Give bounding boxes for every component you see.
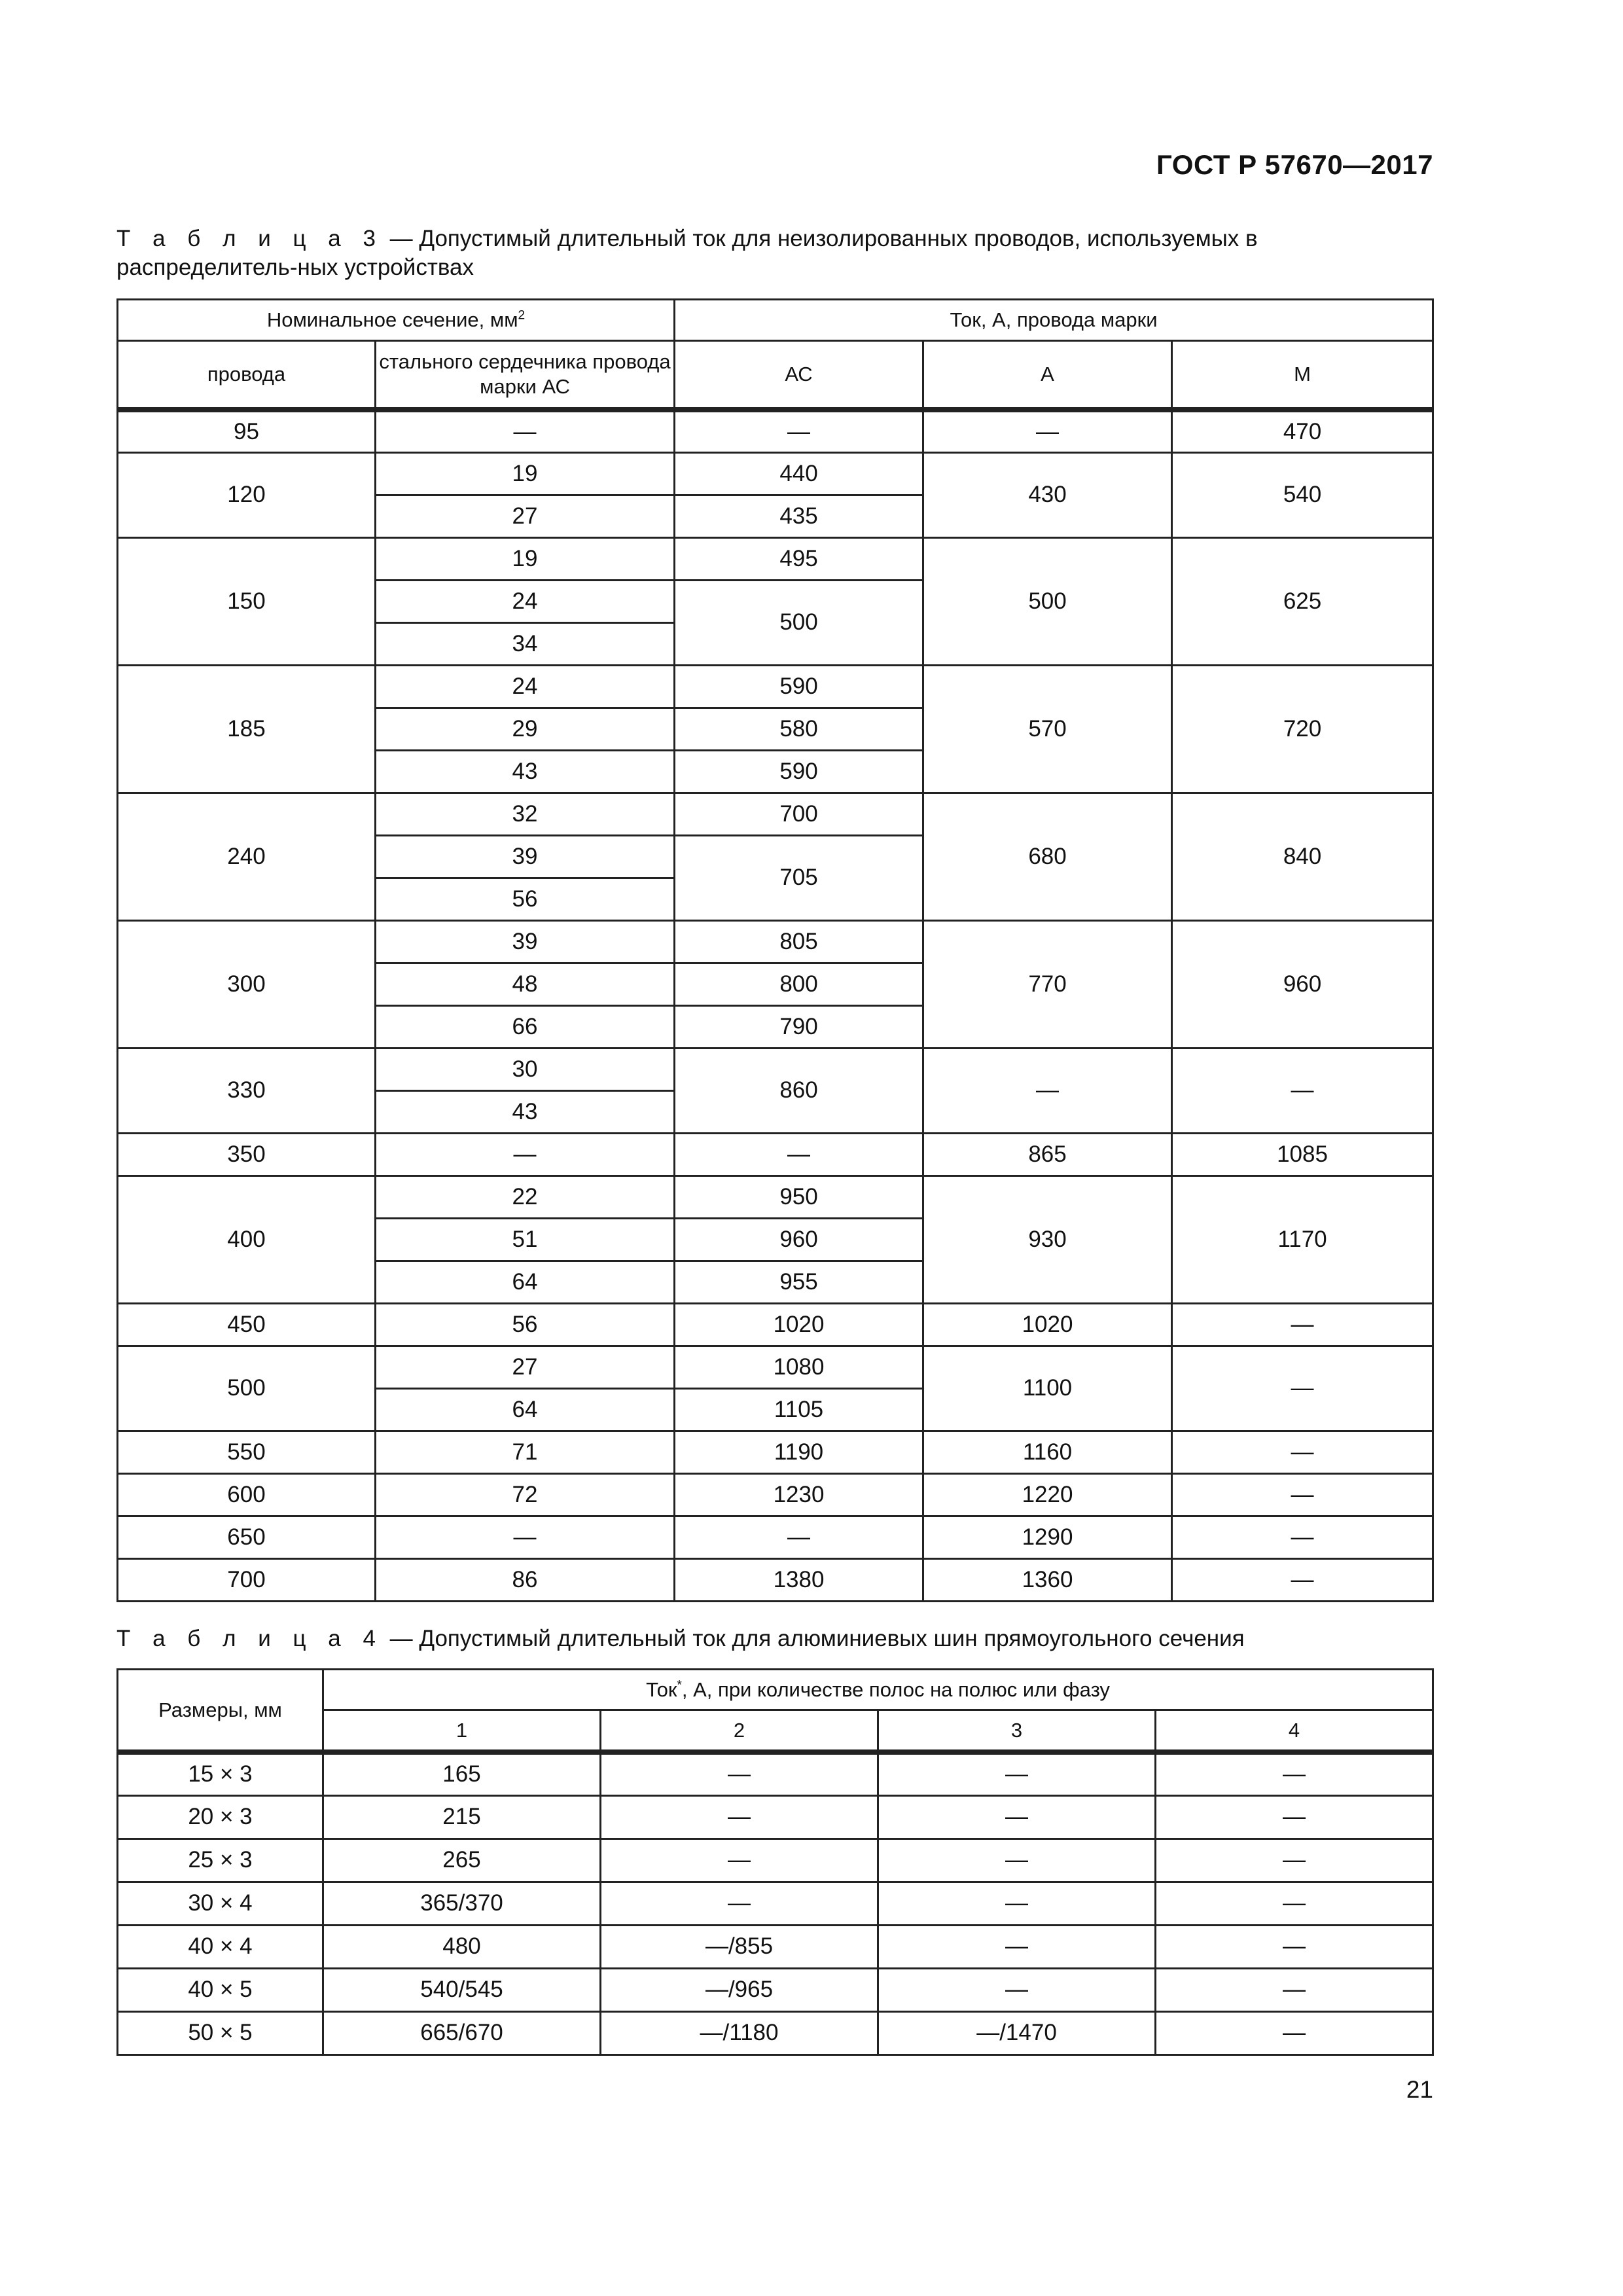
cell-strips-4: — (1156, 1925, 1433, 1968)
table-3-title: — Допустимый длительный ток для неизолированных проводов, используемых в распределитель-ных устройствах (116, 226, 1258, 280)
header-strips-4: 4 (1156, 1710, 1433, 1753)
cell-m: 1085 (1172, 1133, 1433, 1175)
cell-wire: 240 (118, 793, 376, 920)
cell-ac: 1105 (675, 1388, 923, 1431)
cell-core: 64 (376, 1388, 675, 1431)
page-number: 21 (1406, 2076, 1433, 2103)
cell-core: 27 (376, 495, 675, 537)
cell-core: — (376, 410, 675, 452)
cell-ac: 1230 (675, 1473, 923, 1516)
cell-core: 22 (376, 1175, 675, 1218)
cell-strips-1: 540/545 (323, 1968, 601, 2011)
cell-core: 39 (376, 835, 675, 878)
cell-strips-2: — (601, 1752, 878, 1795)
cell-m: — (1172, 1303, 1433, 1346)
cell-ac: 440 (675, 452, 923, 495)
cell-a: 930 (923, 1175, 1172, 1303)
header-strips-2: 2 (601, 1710, 878, 1753)
cell-ac: 500 (675, 580, 923, 665)
cell-a: 1020 (923, 1303, 1172, 1346)
cell-wire: 450 (118, 1303, 376, 1346)
cell-ac: 705 (675, 835, 923, 920)
table-row (118, 1925, 1433, 1968)
cell-ac: 950 (675, 1175, 923, 1218)
cell-strips-3: — (878, 1839, 1156, 1882)
cell-strips-2: — (601, 1839, 878, 1882)
cell-ac: 1080 (675, 1346, 923, 1388)
cell-core: 32 (376, 793, 675, 835)
cell-size: 30 × 4 (118, 1882, 323, 1925)
header-current: Ток, А, провода марки (675, 300, 1433, 341)
header-mark-ac: АС (675, 341, 923, 410)
cell-a: 865 (923, 1133, 1172, 1175)
cell-strips-2: —/965 (601, 1968, 878, 2011)
cell-core: 56 (376, 1303, 675, 1346)
cell-m: 840 (1172, 793, 1433, 920)
table-row (118, 1558, 1433, 1601)
cell-core: — (376, 1133, 675, 1175)
cell-m: — (1172, 1346, 1433, 1431)
cell-a: 1160 (923, 1431, 1172, 1473)
cell-ac: 800 (675, 963, 923, 1005)
cell-strips-2: —/1180 (601, 2011, 878, 2054)
table-row (118, 1175, 1433, 1218)
table-row (118, 1346, 1433, 1388)
cell-a: 770 (923, 920, 1172, 1048)
cell-ac: 860 (675, 1048, 923, 1133)
table-row (118, 1431, 1433, 1473)
table-3-label: Т а б л и ц а 3 (116, 226, 383, 251)
table-4-title: — Допустимый длительный ток для алюминиевых шин прямоугольного сечения (383, 1626, 1245, 1651)
cell-wire: 400 (118, 1175, 376, 1303)
cell-ac: 1190 (675, 1431, 923, 1473)
document-code: ГОСТ Р 57670—2017 (1156, 149, 1433, 180)
table-row (118, 793, 1433, 835)
table-row (118, 452, 1433, 495)
cell-core: 34 (376, 622, 675, 665)
table-3 (116, 298, 1434, 1602)
cell-strips-4: — (1156, 1882, 1433, 1925)
cell-m: 1170 (1172, 1175, 1433, 1303)
cell-size: 25 × 3 (118, 1839, 323, 1882)
cell-size: 50 × 5 (118, 2011, 323, 2054)
table-4-label: Т а б л и ц а 4 (116, 1626, 383, 1651)
cell-m: — (1172, 1473, 1433, 1516)
cell-m: — (1172, 1558, 1433, 1601)
cell-core: 71 (376, 1431, 675, 1473)
cell-ac: 435 (675, 495, 923, 537)
cell-strips-3: — (878, 1795, 1156, 1839)
cell-core: 19 (376, 537, 675, 580)
cell-strips-3: — (878, 1968, 1156, 2011)
cell-ac: 960 (675, 1218, 923, 1261)
table-row (118, 2011, 1433, 2054)
table-4 (116, 1668, 1434, 2056)
cell-a: — (923, 410, 1172, 452)
cell-core: 24 (376, 580, 675, 622)
cell-a: — (923, 1048, 1172, 1133)
cell-core: 51 (376, 1218, 675, 1261)
cell-ac: 580 (675, 708, 923, 750)
table-row (118, 1048, 1433, 1090)
cell-strips-1: 480 (323, 1925, 601, 1968)
cell-m: 625 (1172, 537, 1433, 665)
cell-ac: 1020 (675, 1303, 923, 1346)
table-row (118, 1473, 1433, 1516)
cell-wire: 700 (118, 1558, 376, 1601)
cell-size: 20 × 3 (118, 1795, 323, 1839)
cell-size: 40 × 5 (118, 1968, 323, 2011)
header-steel-core: стального сердечника провода марки АС (376, 341, 675, 410)
cell-ac: 590 (675, 750, 923, 793)
cell-strips-3: — (878, 1882, 1156, 1925)
cell-strips-1: 165 (323, 1752, 601, 1795)
cell-a: 1360 (923, 1558, 1172, 1601)
cell-size: 15 × 3 (118, 1752, 323, 1795)
table-row (118, 1303, 1433, 1346)
cell-core: 43 (376, 1090, 675, 1133)
cell-strips-1: 215 (323, 1795, 601, 1839)
cell-core: 39 (376, 920, 675, 963)
cell-core: 64 (376, 1261, 675, 1303)
cell-core: 43 (376, 750, 675, 793)
table-3-caption (116, 224, 1432, 282)
cell-strips-4: — (1156, 1795, 1433, 1839)
cell-m: 470 (1172, 410, 1433, 452)
cell-core: 72 (376, 1473, 675, 1516)
cell-m: 960 (1172, 920, 1433, 1048)
cell-wire: 550 (118, 1431, 376, 1473)
cell-m: — (1172, 1048, 1433, 1133)
cell-ac: 700 (675, 793, 923, 835)
cell-strips-4: — (1156, 1839, 1433, 1882)
cell-a: 1290 (923, 1516, 1172, 1558)
table-row (118, 1516, 1433, 1558)
cell-core: 27 (376, 1346, 675, 1388)
cell-wire: 95 (118, 410, 376, 452)
cell-core: 56 (376, 878, 675, 920)
cell-core: 29 (376, 708, 675, 750)
cell-core: 86 (376, 1558, 675, 1601)
table-4-caption (116, 1624, 1432, 1653)
cell-wire: 350 (118, 1133, 376, 1175)
cell-strips-1: 365/370 (323, 1882, 601, 1925)
table-row (118, 1752, 1433, 1795)
cell-strips-2: —/855 (601, 1925, 878, 1968)
table-row (118, 1882, 1433, 1925)
cell-ac: 955 (675, 1261, 923, 1303)
cell-wire: 185 (118, 665, 376, 793)
cell-strips-4: — (1156, 1752, 1433, 1795)
header-sizes: Размеры, мм (118, 1670, 323, 1753)
table-row (118, 537, 1433, 580)
table-row (118, 1839, 1433, 1882)
cell-ac: 805 (675, 920, 923, 963)
cell-wire: 600 (118, 1473, 376, 1516)
cell-strips-1: 665/670 (323, 2011, 601, 2054)
cell-m: — (1172, 1431, 1433, 1473)
cell-a: 570 (923, 665, 1172, 793)
cell-core: 30 (376, 1048, 675, 1090)
cell-ac: 1380 (675, 1558, 923, 1601)
header-current: Ток*, А, при количестве полос на полюс или фазу (323, 1670, 1433, 1710)
cell-wire: 150 (118, 537, 376, 665)
cell-ac: — (675, 1133, 923, 1175)
cell-core: 66 (376, 1005, 675, 1048)
cell-m: — (1172, 1516, 1433, 1558)
header-wire: провода (118, 341, 376, 410)
header-strips-3: 3 (878, 1710, 1156, 1753)
header-mark-m: М (1172, 341, 1433, 410)
cell-a: 430 (923, 452, 1172, 537)
cell-strips-4: — (1156, 2011, 1433, 2054)
cell-strips-3: —/1470 (878, 2011, 1156, 2054)
table-row (118, 1795, 1433, 1839)
cell-strips-1: 265 (323, 1839, 601, 1882)
cell-ac: 495 (675, 537, 923, 580)
cell-core: 48 (376, 963, 675, 1005)
table-row (118, 410, 1433, 452)
cell-strips-4: — (1156, 1968, 1433, 2011)
cell-a: 680 (923, 793, 1172, 920)
cell-a: 500 (923, 537, 1172, 665)
cell-ac: — (675, 410, 923, 452)
cell-wire: 300 (118, 920, 376, 1048)
cell-strips-2: — (601, 1795, 878, 1839)
cell-core: 19 (376, 452, 675, 495)
cell-m: 540 (1172, 452, 1433, 537)
header-strips-1: 1 (323, 1710, 601, 1753)
cell-a: 1220 (923, 1473, 1172, 1516)
table-row (118, 665, 1433, 708)
cell-wire: 330 (118, 1048, 376, 1133)
cell-m: 720 (1172, 665, 1433, 793)
cell-wire: 120 (118, 452, 376, 537)
cell-ac: — (675, 1516, 923, 1558)
cell-core: 24 (376, 665, 675, 708)
header-nominal-section: Номинальное сечение, $мм^2$ (118, 300, 675, 341)
table-row (118, 920, 1433, 963)
cell-wire: 650 (118, 1516, 376, 1558)
cell-strips-3: — (878, 1752, 1156, 1795)
cell-ac: 590 (675, 665, 923, 708)
table-row (118, 1133, 1433, 1175)
cell-core: — (376, 1516, 675, 1558)
cell-size: 40 × 4 (118, 1925, 323, 1968)
cell-strips-3: — (878, 1925, 1156, 1968)
cell-ac: 790 (675, 1005, 923, 1048)
table-row (118, 1968, 1433, 2011)
cell-wire: 500 (118, 1346, 376, 1431)
cell-strips-2: — (601, 1882, 878, 1925)
header-mark-a: А (923, 341, 1172, 410)
cell-a: 1100 (923, 1346, 1172, 1431)
